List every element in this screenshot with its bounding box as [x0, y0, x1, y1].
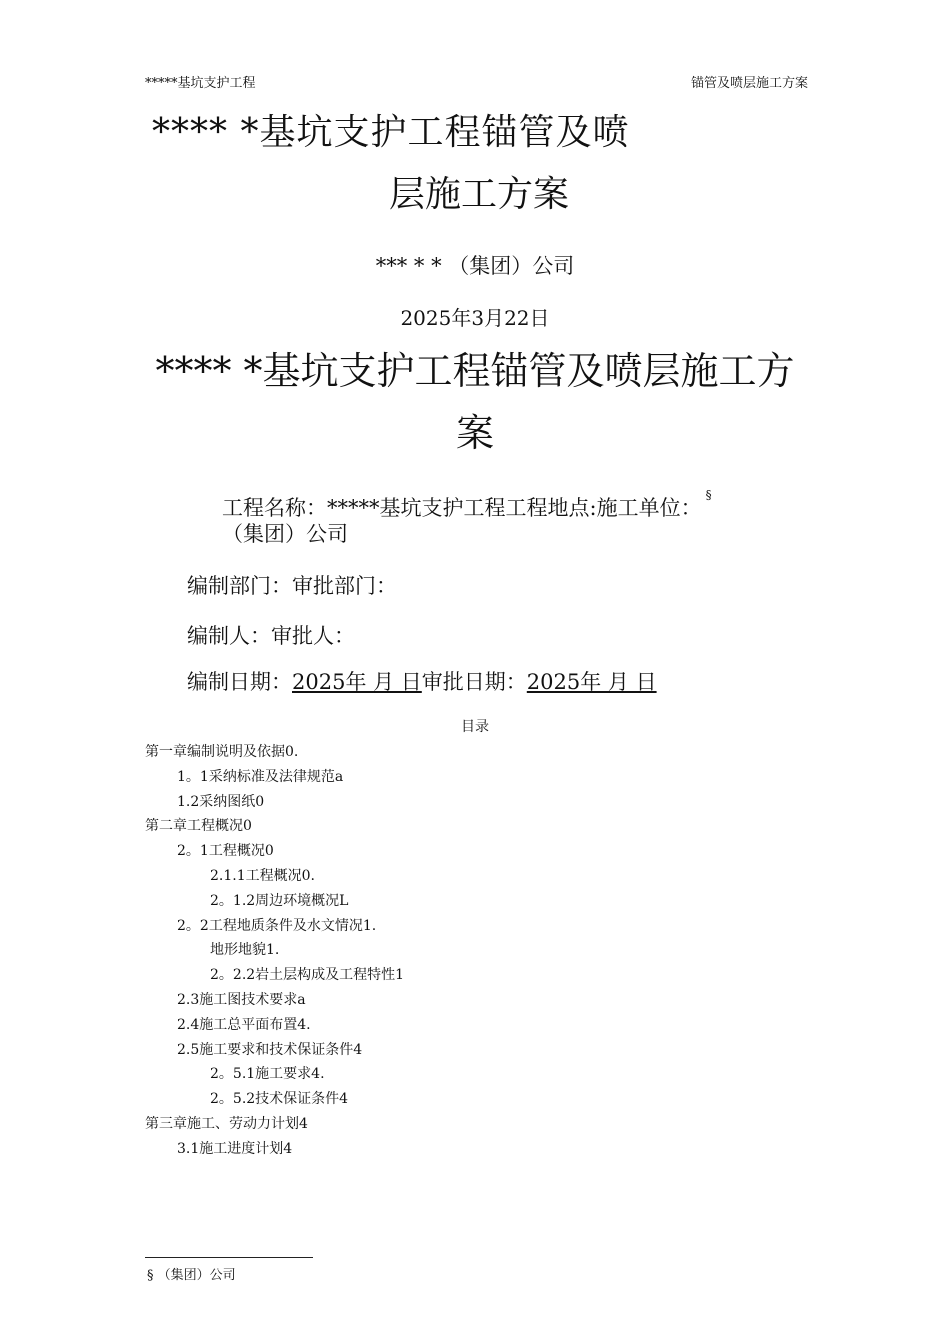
title-page-title-line1: **** *基坑支护工程锚管及喷层施工方 — [155, 349, 795, 393]
toc-entry[interactable]: 第一章编制说明及依据0. — [145, 744, 299, 760]
toc-entry[interactable]: 2.5施工要求和技术保证条件4 — [177, 1041, 363, 1058]
toc-entry[interactable]: 第二章工程概况0 — [145, 818, 252, 835]
cover-title-line2: 层施工方案 — [388, 174, 569, 215]
toc-entry[interactable]: 2。5.2技术保证条件4 — [210, 1091, 349, 1108]
project-info-text: 工程名称：*****基坑支护工程工程地点:施工单位： — [222, 496, 702, 520]
dept-line: 编制部门：审批部门： — [187, 574, 397, 598]
toc-entry[interactable]: 2。1.2周边环境概况L — [210, 892, 349, 909]
compile-date-value: 2025年 月 日 — [292, 670, 422, 694]
running-header-left: *****基坑支护工程 — [145, 76, 256, 91]
toc-entry[interactable]: 2。2.2岩土层构成及工程特性1 — [210, 967, 405, 984]
toc-entry[interactable]: 1.2采纳图纸0 — [177, 793, 265, 810]
running-header-right: 锚管及喷层施工方案 — [690, 76, 808, 91]
toc-entry[interactable]: 地形地貌1. — [210, 942, 280, 959]
toc-entry[interactable]: 2.4施工总平面布置4. — [177, 1016, 311, 1033]
footnote-separator — [145, 1257, 313, 1258]
footnote: § （集团）公司 — [147, 1268, 236, 1283]
toc-entry[interactable]: 2。1工程概况0 — [177, 843, 274, 860]
toc-entry[interactable]: 第三章施工、劳动力计划4 — [145, 1116, 308, 1132]
footnote-mark[interactable]: § — [705, 488, 712, 502]
toc-entry[interactable]: 3.1施工进度计划4 — [177, 1140, 293, 1157]
title-page-title-line2: 案 — [455, 411, 494, 455]
person-line: 编制人：审批人： — [187, 624, 355, 648]
project-info-line-cont: （集团）公司 — [222, 522, 348, 546]
approve-date-value: 2025年 月 日 — [526, 670, 657, 694]
toc-entry[interactable]: 2。5.1施工要求4. — [210, 1066, 325, 1083]
cover-company: *** * * （集团）公司 — [375, 254, 575, 278]
toc-entry[interactable]: 2.3施工图技术要求a — [177, 992, 306, 1008]
cover-title-line1: **** *基坑支护工程锚管及喷 — [152, 112, 630, 153]
toc-entry[interactable]: 1。1采纳标准及法律规范a — [177, 768, 344, 785]
toc-title: 目录 — [461, 719, 489, 735]
cover-date: 2025年3月22日 — [400, 306, 550, 330]
compile-date-label: 编制日期： — [187, 670, 292, 694]
toc-entry[interactable]: 2。2工程地质条件及水文情况1. — [177, 917, 377, 934]
approve-date-label: 审批日期： — [421, 670, 527, 694]
date-line — [187, 666, 657, 696]
toc-entry[interactable]: 2.1.1工程概况0. — [210, 868, 315, 884]
